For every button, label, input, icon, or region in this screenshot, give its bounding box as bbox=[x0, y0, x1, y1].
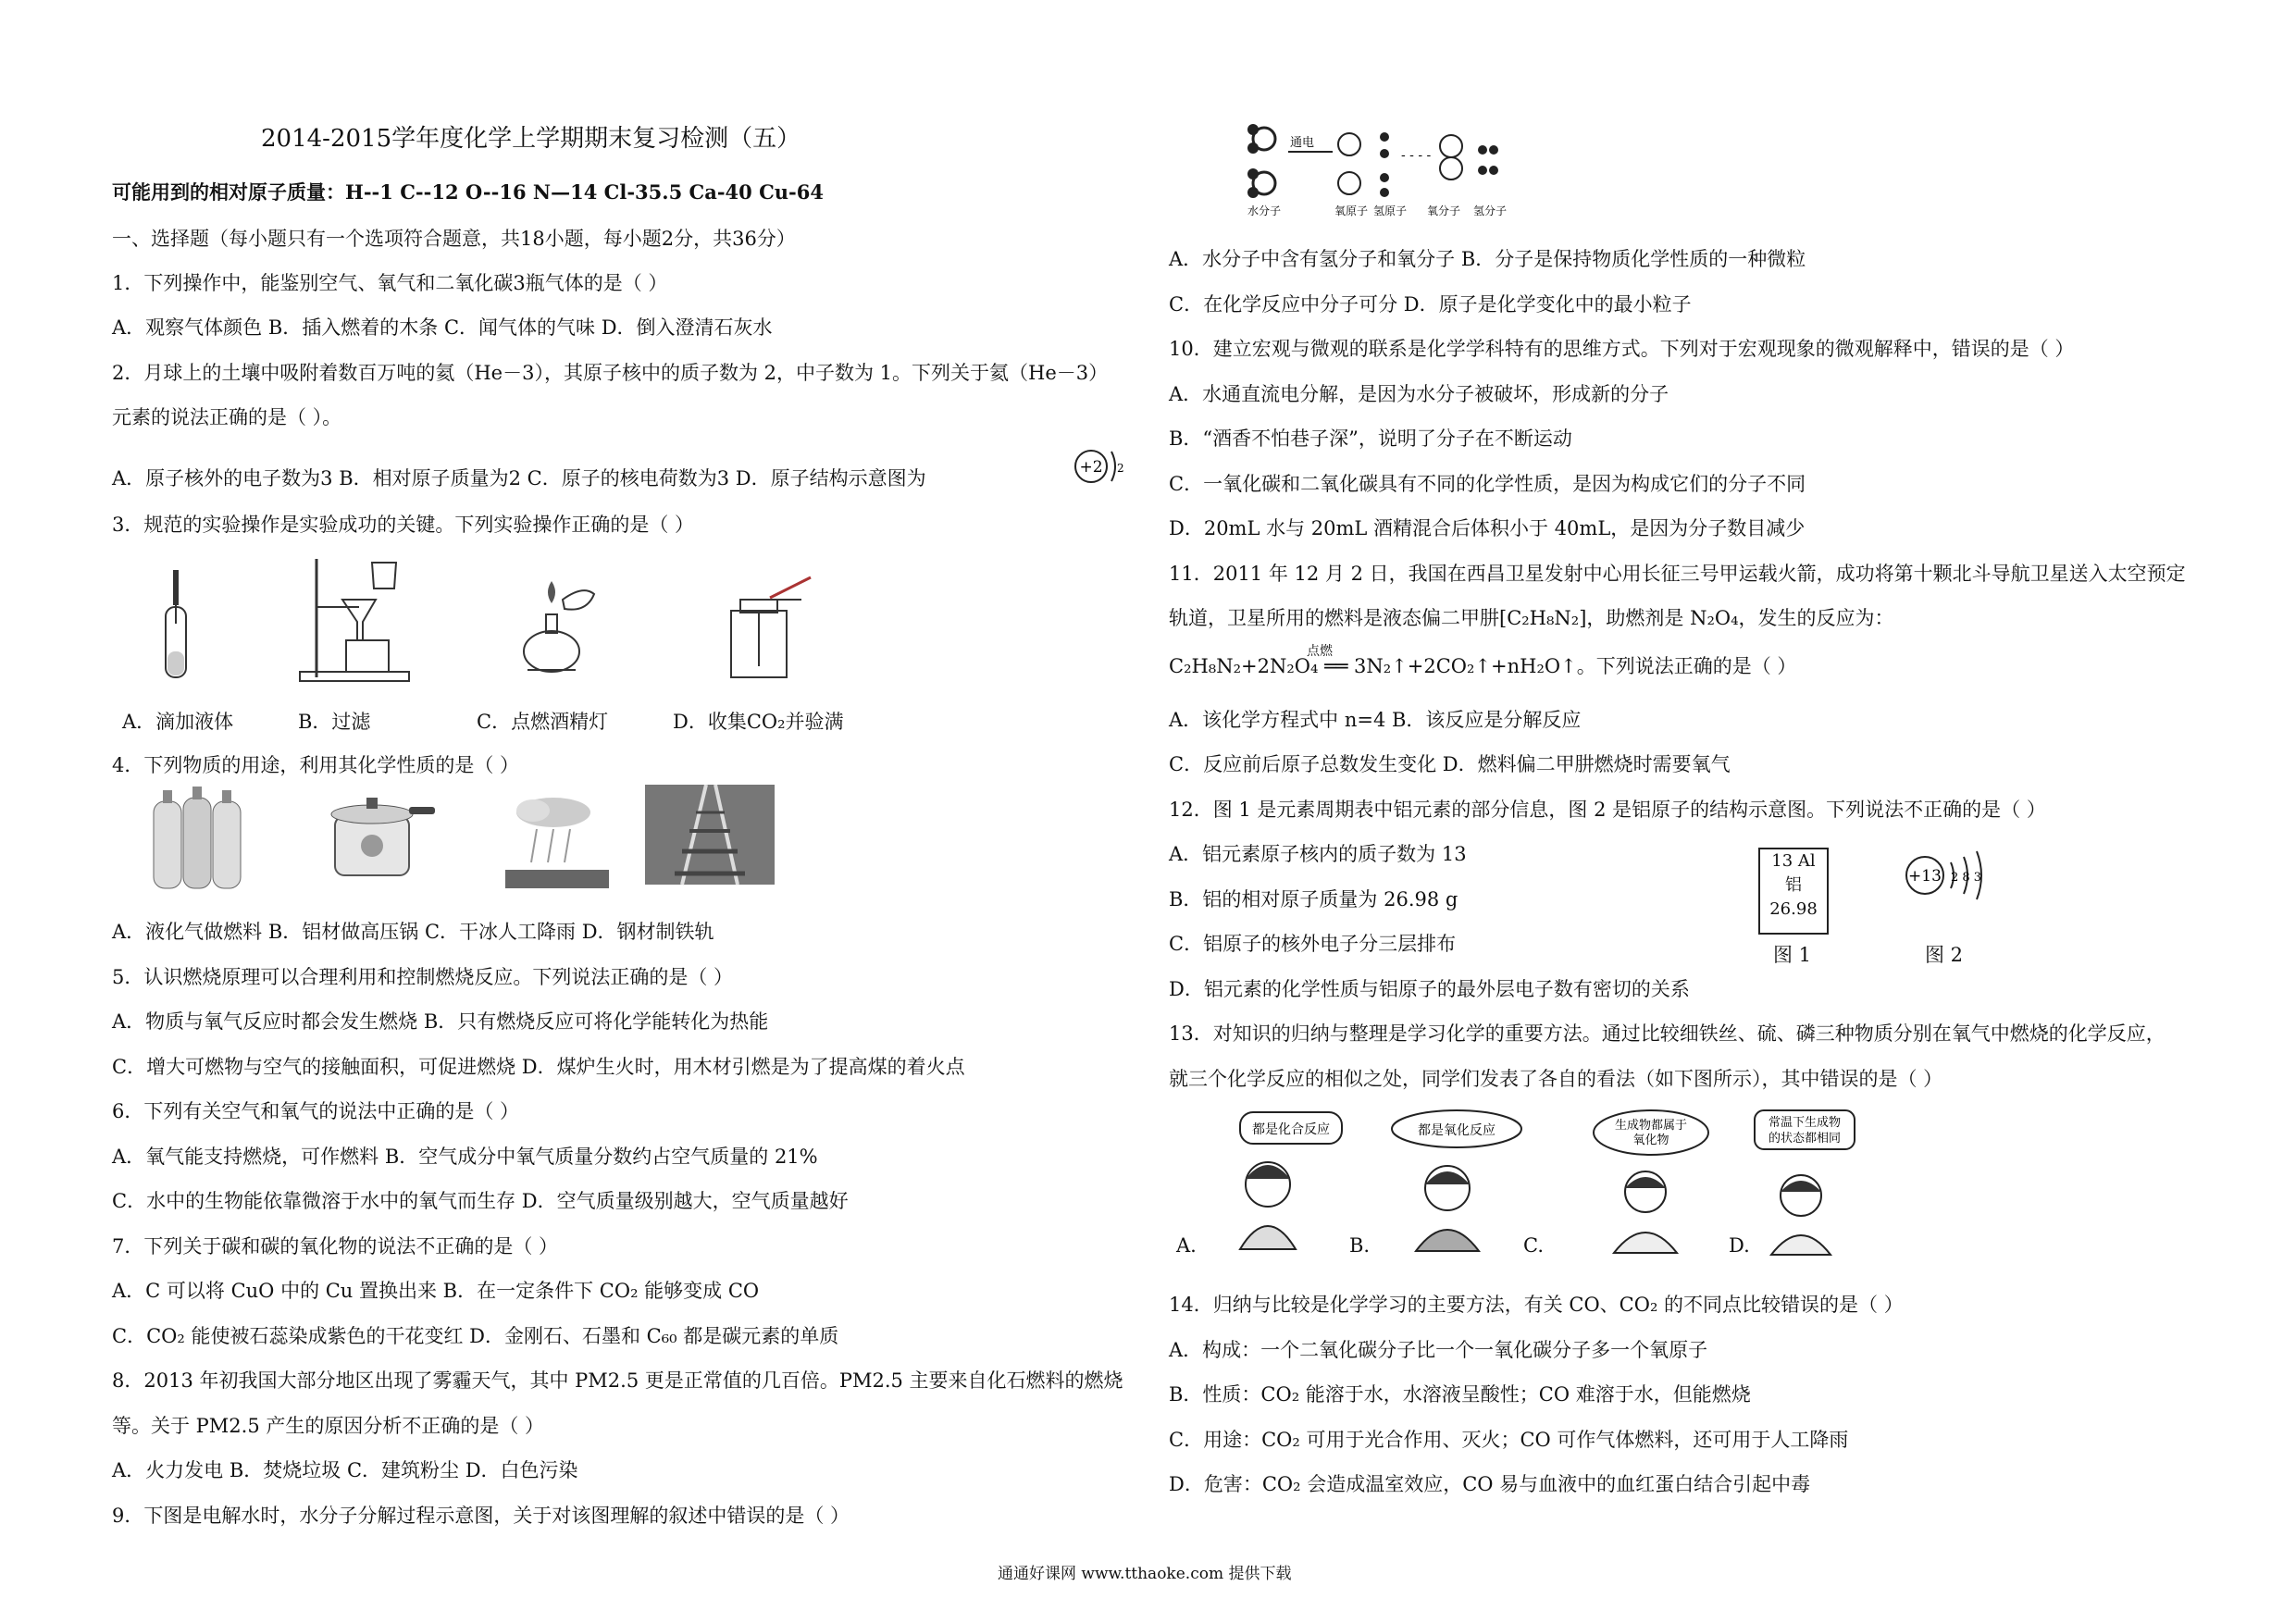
aluminum-element-cell: 13 Al 铝 26.98 bbox=[1758, 848, 1829, 935]
question-2-cont: 元素的说法正确的是（ ）。 bbox=[112, 406, 342, 428]
alcohol-lamp-figure bbox=[498, 566, 609, 687]
question-10-option-d: D．20mL 水与 20mL 酒精混合后体积小于 40mL，是因为分子数目减少 bbox=[1169, 517, 1806, 539]
question-2: 2．月球上的土壤中吸附着数百万吨的氦（He－3），其原子核中的质子数为 2，中子数为 1。下列关于氦（He－3） bbox=[112, 362, 1109, 384]
question-14-option-d: D．危害：CO₂ 会造成温室效应，CO 易与血液中的血红蛋白结合引起中毒 bbox=[1169, 1473, 1811, 1495]
svg-text:常温下生成物: 常温下生成物 bbox=[1768, 1116, 1842, 1130]
svg-text:+2: +2 bbox=[1079, 458, 1103, 477]
svg-text:- - - -: - - - - bbox=[1401, 148, 1432, 163]
co2-collection-figure bbox=[713, 574, 824, 685]
student-a-cartoon bbox=[1203, 1107, 1370, 1255]
svg-text:水分子: 水分子 bbox=[1247, 204, 1282, 217]
dry-ice-rain-image bbox=[500, 785, 615, 894]
question-6-options-ab: A．氧气能支持燃烧，可作燃料 B．空气成分中氧气质量分数约占空气质量的 21% bbox=[112, 1146, 818, 1168]
question-9-options-ab: A．水分子中含有氢分子和氧分子 B．分子是保持物质化学性质的一种微粒 bbox=[1169, 248, 1806, 270]
water-electrolysis-diagram bbox=[1246, 118, 1542, 220]
question-3: 3．规范的实验操作是实验成功的关键。下列实验操作正确的是（ ） bbox=[112, 514, 695, 536]
question-11-cont: 轨道，卫星所用的燃料是液态偏二甲肼[C₂H₈N₂]，助燃剂是 N₂O₄，发生的反应为： bbox=[1169, 607, 1894, 629]
q3-option-c: C．点燃酒精灯 bbox=[477, 711, 609, 733]
question-14-option-a: A．构成：一个二氧化碳分子比一个一氧化碳分子多一个氧原子 bbox=[1169, 1339, 1708, 1361]
question-2-options: A．原子核外的电子数为3 B．相对原子质量为2 C．原子的核电荷数为3 D．原子结构示意图为 bbox=[112, 467, 926, 489]
question-7-options-ab: A．C 可以将 CuO 中的 Cu 置换出来 B．在一定条件下 CO₂ 能够变成 CO bbox=[112, 1280, 760, 1302]
helium-atom-diagram bbox=[1069, 444, 1124, 489]
figure-2-caption: 图 2 bbox=[1925, 944, 1964, 966]
page-title: 2014-2015学年度化学上学期期末复习检测（五） bbox=[261, 125, 801, 153]
q13-option-d: D. bbox=[1729, 1234, 1750, 1257]
question-1-options: A．观察气体颜色 B．插入燃着的木条 C．闻气体的气味 D．倒入澄清石灰水 bbox=[112, 316, 773, 339]
figure-1-caption: 图 1 bbox=[1773, 944, 1812, 966]
question-7-options-cd: C．CO₂ 能使被石蕊染成紫色的干花变红 D．金刚石、石墨和 C₆₀ 都是碳元素的单质 bbox=[112, 1325, 839, 1347]
question-5-options-cd: C．增大可燃物与空气的接触面积，可促进燃烧 D．煤炉生火时，用木材引燃是为了提高煤的着火点 bbox=[112, 1056, 965, 1078]
dropper-test-tube-figure bbox=[143, 563, 208, 683]
question-12: 12．图 1 是元素周期表中铝元素的部分信息，图 2 是铝原子的结构示意图。下列说法不正确的是（ ） bbox=[1169, 799, 2046, 821]
q13-option-a: A. bbox=[1176, 1234, 1197, 1257]
svg-text:都是化合反应: 都是化合反应 bbox=[1252, 1122, 1330, 1137]
question-14-option-c: C．用途：CO₂ 可用于光合作用、灭火；CO 可作气体燃料，还可用于人工降雨 bbox=[1169, 1429, 1849, 1451]
question-8-options: A．火力发电 B．焚烧垃圾 C．建筑粉尘 D．白色污染 bbox=[112, 1459, 578, 1481]
svg-text:的状态都相同: 的状态都相同 bbox=[1768, 1132, 1842, 1146]
question-10-option-a: A．水通直流电分解，是因为水分子被破坏，形成新的分子 bbox=[1169, 383, 1669, 405]
question-13: 13．对知识的归纳与整理是学习化学的重要方法。通过比较细铁丝、硫、磷三种物质分别在氧气中燃烧的化学反应， bbox=[1169, 1022, 2166, 1045]
svg-text:2: 2 bbox=[1117, 462, 1124, 475]
q3-option-a: A．滴加液体 bbox=[122, 711, 234, 733]
question-12-option-d: D．铝元素的化学性质与铝原子的最外层电子数有密切的关系 bbox=[1169, 978, 1690, 1000]
question-8-cont: 等。关于 PM2.5 产生的原因分析不正确的是（ ） bbox=[112, 1415, 545, 1437]
pressure-cooker-image bbox=[318, 788, 439, 890]
question-10: 10．建立宏观与微观的联系是化学学科特有的思维方式。下列对于宏观现象的微观解释中，错误的是（ ） bbox=[1169, 338, 2075, 360]
svg-text:氧分子: 氧分子 bbox=[1427, 204, 1461, 217]
aluminum-atom-diagram bbox=[1903, 842, 2004, 907]
question-11-equation: C₂H₈N₂+2N₂O₄ ══ 3N₂↑+2CO₂↑+nH₂O↑。下列说法正确的是（ ） bbox=[1169, 655, 1797, 677]
question-9: 9．下图是电解水时，水分子分解过程示意图，关于对该图理解的叙述中错误的是（ ） bbox=[112, 1505, 850, 1527]
svg-text:都是氧化反应: 都是氧化反应 bbox=[1418, 1123, 1496, 1138]
question-12-option-b: B．铝的相对原子质量为 26.98 g bbox=[1169, 888, 1458, 911]
svg-text:氢原子: 氢原子 bbox=[1373, 204, 1408, 217]
question-4-options: A．液化气做燃料 B．铝材做高压锅 C．干冰人工降雨 D．钢材制铁轨 bbox=[112, 921, 714, 943]
q3-option-d: D．收集CO₂并验满 bbox=[673, 711, 844, 733]
svg-text:氧原子: 氧原子 bbox=[1334, 204, 1369, 217]
question-5-options-ab: A．物质与氧气反应时都会发生燃烧 B．只有燃烧反应可将化学能转化为热能 bbox=[112, 1010, 769, 1033]
q13-option-b: B. bbox=[1349, 1234, 1371, 1257]
question-7: 7．下列关于碳和碳的氧化物的说法不正确的是（ ） bbox=[112, 1235, 559, 1258]
student-c-cartoon bbox=[1573, 1107, 1731, 1255]
svg-text:+13: +13 bbox=[1908, 867, 1942, 886]
filtration-figure bbox=[294, 551, 415, 686]
railway-track-image bbox=[645, 785, 775, 886]
question-4: 4．下列物质的用途，利用其化学性质的是（ ） bbox=[112, 754, 520, 776]
question-5: 5．认识燃烧原理可以合理利用和控制燃烧反应。下列说法正确的是（ ） bbox=[112, 966, 734, 988]
question-6: 6．下列有关空气和氧气的说法中正确的是（ ） bbox=[112, 1100, 520, 1122]
question-12-option-a: A．铝元素原子核内的质子数为 13 bbox=[1169, 843, 1467, 865]
question-13-cont: 就三个化学反应的相似之处，同学们发表了各自的看法（如下图所示），其中错误的是（ ） bbox=[1169, 1068, 1943, 1090]
section-heading: 一、选择题（每小题只有一个选项符合题意，共18小题，每小题2分，共36分） bbox=[112, 228, 796, 250]
footer-credit: 通通好课网 www.tthaoke.com 提供下载 bbox=[998, 1565, 1292, 1583]
reaction-condition: 点燃 bbox=[1307, 644, 1333, 659]
question-11-options-cd: C．反应前后原子总数发生变化 D．燃料偏二甲肼燃烧时需要氧气 bbox=[1169, 753, 1731, 775]
question-10-option-c: C．一氧化碳和二氧化碳具有不同的化学性质，是因为构成它们的分子不同 bbox=[1169, 473, 1806, 495]
question-10-option-b: B．“酒香不怕巷子深”，说明了分子在不断运动 bbox=[1169, 427, 1572, 450]
svg-text:氢分子: 氢分子 bbox=[1473, 204, 1508, 217]
svg-text:氧化物: 氧化物 bbox=[1632, 1134, 1669, 1147]
question-14-option-b: B．性质：CO₂ 能溶于水，水溶液呈酸性；CO 难溶于水，但能燃烧 bbox=[1169, 1383, 1751, 1406]
svg-text:2 8 3: 2 8 3 bbox=[1951, 871, 1982, 885]
question-1: 1．下列操作中，能鉴别空气、氧气和二氧化碳3瓶气体的是（ ） bbox=[112, 272, 668, 294]
question-12-option-c: C．铝原子的核外电子分三层排布 bbox=[1169, 933, 1457, 955]
question-9-options-cd: C．在化学反应中分子可分 D．原子是化学变化中的最小粒子 bbox=[1169, 293, 1692, 316]
student-d-cartoon bbox=[1749, 1105, 1869, 1258]
atomic-masses: 可能用到的相对原子质量：H--1 C--12 O--16 N—14 Cl-35.5 Ca-40 Cu-64 bbox=[112, 180, 824, 204]
question-6-options-cd: C．水中的生物能依靠微溶于水中的氧气而生存 D．空气质量级别越大，空气质量越好 bbox=[112, 1190, 849, 1212]
question-14: 14．归纳与比较是化学学习的主要方法，有关 CO、CO₂ 的不同点比较错误的是（ ） bbox=[1169, 1294, 1904, 1316]
question-11: 11．2011 年 12 月 2 日，我国在西昌卫星发射中心用长征三号甲运载火箭，成功将第十颗北斗导航卫星送入太空预定 bbox=[1169, 563, 2186, 585]
question-8: 8．2013 年初我国大部分地区出现了雾霾天气，其中 PM2.5 更是正常值的几百倍。PM2.5 主要来自化石燃料的燃烧 bbox=[112, 1369, 1123, 1392]
q13-option-c: C. bbox=[1523, 1234, 1544, 1257]
q3-option-b: B．过滤 bbox=[298, 711, 371, 733]
svg-text:生成物都属于: 生成物都属于 bbox=[1614, 1119, 1688, 1133]
svg-text:通电: 通电 bbox=[1290, 136, 1315, 150]
question-11-options-ab: A．该化学方程式中 n=4 B．该反应是分解反应 bbox=[1169, 709, 1582, 731]
student-b-cartoon bbox=[1373, 1107, 1540, 1255]
gas-cylinders-image bbox=[148, 785, 250, 894]
